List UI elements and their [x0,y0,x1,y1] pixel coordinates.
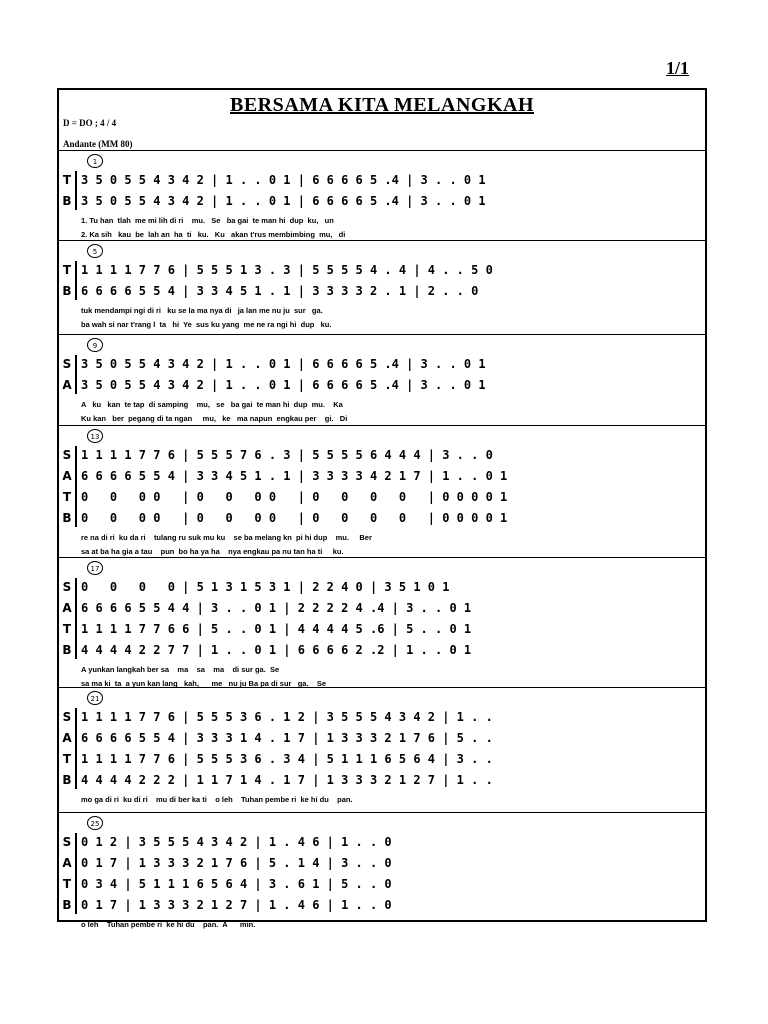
measure-number: 9 [87,338,103,352]
voice-row [59,261,705,279]
voice-row [59,771,705,789]
voice-label: S [62,357,72,371]
lyric-line: re na di ri ku da ri tulang ru suk mu ku se ba melang kn pi hi dup mu. Ber [81,533,372,542]
system-bracket [75,833,77,914]
voice-label: T [62,752,72,766]
voice-label: B [62,643,72,657]
voice-row [59,620,705,638]
voice-label: T [62,877,72,891]
note-line: 0 1 7 | 1 3 3 3 2 1 2 7 | 1 . 4 6 | 1 . . 0 [81,898,392,912]
note-line: 4 4 4 4 2 2 2 | 1 1 7 1 4 . 1 7 | 1 3 3 3 2 1 2 7 | 1 . . [81,773,493,787]
note-line: 1 1 1 1 7 7 6 | 5 5 5 1 3 . 3 | 5 5 5 5 4 . 4 | 4 . . 5 0 [81,263,493,277]
voice-label: B [62,194,72,208]
voice-row [59,488,705,506]
lyric-line: A yunkan langkah ber sa ma sa ma di sur ga. Se [81,665,280,674]
note-line: 0 3 4 | 5 1 1 1 6 5 6 4 | 3 . 6 1 | 5 . . 0 [81,877,392,891]
voice-row [59,282,705,300]
voice-row [59,875,705,893]
voice-label: B [62,898,72,912]
note-line: 3 5 0 5 5 4 3 4 2 | 1 . . 0 1 | 6 6 6 6 5 .4 | 3 . . 0 1 [81,194,486,208]
note-line: 6 6 6 6 5 5 4 | 3 3 3 1 4 . 1 7 | 1 3 3 3 2 1 7 6 | 5 . . [81,731,493,745]
page-number: 1/1 [666,58,690,78]
measure-number: 13 [87,429,103,443]
score-system [59,687,705,813]
voice-row [59,467,705,485]
note-line: 6 6 6 6 5 5 4 | 3 3 4 5 1 . 1 | 3 3 3 3 2 . 1 | 2 . . 0 [81,284,479,298]
voice-label: T [62,173,72,187]
note-line: 0 0 0 0 | 5 1 3 1 5 3 1 | 2 2 4 0 | 3 5 1 0 1 [81,580,450,594]
voice-label: T [62,622,72,636]
score-system [59,812,705,929]
voice-label: S [62,835,72,849]
system-bracket [75,171,77,210]
system-bracket [75,261,77,300]
note-line: 0 0 0 0 | 0 0 0 0 | 0 0 0 0 | 0 0 0 0 1 [81,511,508,525]
voice-row [59,578,705,596]
score-system [59,557,705,688]
voice-row [59,641,705,659]
note-line: 1 1 1 1 7 7 6 | 5 5 5 3 6 . 1 2 | 3 5 5 5 4 3 4 2 | 1 . . [81,710,493,724]
note-line: 0 1 7 | 1 3 3 3 2 1 7 6 | 5 . 1 4 | 3 . . 0 [81,856,392,870]
note-line: 1 1 1 1 7 7 6 | 5 5 5 7 6 . 3 | 5 5 5 5 6 4 4 4 | 3 . . 0 [81,448,493,462]
voice-row [59,171,705,189]
voice-row [59,854,705,872]
song-title: BERSAMA KITA MELANGKAH [230,94,534,116]
voice-row [59,376,705,394]
system-bracket [75,446,77,527]
lyric-line: 2. Ka sih kau be lah an ha ti ku. Ku akan t'rus membimbing mu, di [81,230,346,239]
voice-label: A [62,601,72,615]
voice-label: A [62,856,72,870]
measure-number: 21 [87,691,103,705]
voice-label: A [62,731,72,745]
note-line: 1 1 1 1 7 7 6 6 | 5 . . 0 1 | 4 4 4 4 5 .6 | 5 . . 0 1 [81,622,472,636]
lyric-line: mo ga di ri ku di ri mu di ber ka ti o leh Tuhan pembe ri ke hi du pan. [81,795,353,804]
measure-number: 5 [87,244,103,258]
note-line: 3 5 0 5 5 4 3 4 2 | 1 . . 0 1 | 6 6 6 6 5 .4 | 3 . . 0 1 [81,173,486,187]
voice-label: S [62,710,72,724]
voice-row [59,446,705,464]
voice-row [59,708,705,726]
voice-row [59,599,705,617]
system-bracket [75,578,77,659]
lyric-line: sa at ba ha gia a tau pun bo ha ya ha nya engkau pa nu tan ha ti ku. [81,547,344,556]
note-line: 0 1 2 | 3 5 5 5 4 3 4 2 | 1 . 4 6 | 1 . . 0 [81,835,392,849]
note-line: 1 1 1 1 7 7 6 | 5 5 5 3 6 . 3 4 | 5 1 1 1 6 5 6 4 | 3 . . [81,752,493,766]
lyric-line: Ku kan ber pegang di ta ngan mu, ke ma napun engkau per gi. Di [81,414,348,423]
lyric-line: A ku kan te tap di samping mu, se ba gai te man hi dup mu. Ka [81,400,343,409]
lyric-line: 1. Tu han tlah me mi lih di ri mu. Se ba gai te man hi dup ku, un [81,216,334,225]
measure-number: 25 [87,816,103,830]
score-frame [57,88,707,929]
voice-row [59,729,705,747]
voice-label: T [62,263,72,277]
tempo-marking: Andante (MM 80) [63,139,133,149]
score-system [59,150,705,241]
lyric-line: sa ma ki ta a yun kan lang kah, me nu ju Ba pa di sur ga. Se [81,679,327,688]
voice-label: A [62,469,72,483]
voice-label: S [62,448,72,462]
voice-row [59,833,705,851]
lyric-line: ba wah si nar t'rang l ta hi Ye sus ku yang me ne ra ngi hi dup ku. [81,320,332,329]
system-bracket [75,355,77,394]
note-line: 0 0 0 0 | 0 0 0 0 | 0 0 0 0 | 0 0 0 0 1 [81,490,508,504]
voice-row [59,192,705,210]
voice-label: T [62,490,72,504]
lyric-line: o leh Tuhan pembe ri ke hi du pan. A min. [81,920,256,929]
note-line: 3 5 0 5 5 4 3 4 2 | 1 . . 0 1 | 6 6 6 6 5 .4 | 3 . . 0 1 [81,357,486,371]
system-bracket [75,708,77,789]
voice-label: B [62,773,72,787]
voice-label: S [62,580,72,594]
voice-label: B [62,511,72,525]
score-system [59,240,705,335]
voice-label: B [62,284,72,298]
voice-label: A [62,378,72,392]
voice-row [59,750,705,768]
score-system [59,334,705,426]
measure-number: 17 [87,561,103,575]
lyric-line: tuk mendampi ngi di ri ku se la ma nya di ja lan me nu ju sur ga. [81,306,323,315]
measure-number: 1 [87,154,103,168]
voice-row [59,896,705,914]
note-line: 4 4 4 4 2 2 7 7 | 1 . . 0 1 | 6 6 6 6 2 .2 | 1 . . 0 1 [81,643,472,657]
note-line: 6 6 6 6 5 5 4 4 | 3 . . 0 1 | 2 2 2 2 4 .4 | 3 . . 0 1 [81,601,472,615]
voice-row [59,509,705,527]
key-signature: D = DO ; 4 / 4 [63,118,117,128]
score-system [59,425,705,558]
voice-row [59,355,705,373]
note-line: 3 5 0 5 5 4 3 4 2 | 1 . . 0 1 | 6 6 6 6 5 .4 | 3 . . 0 1 [81,378,486,392]
note-line: 6 6 6 6 5 5 4 | 3 3 4 5 1 . 1 | 3 3 3 3 4 2 1 7 | 1 . . 0 1 [81,469,508,483]
